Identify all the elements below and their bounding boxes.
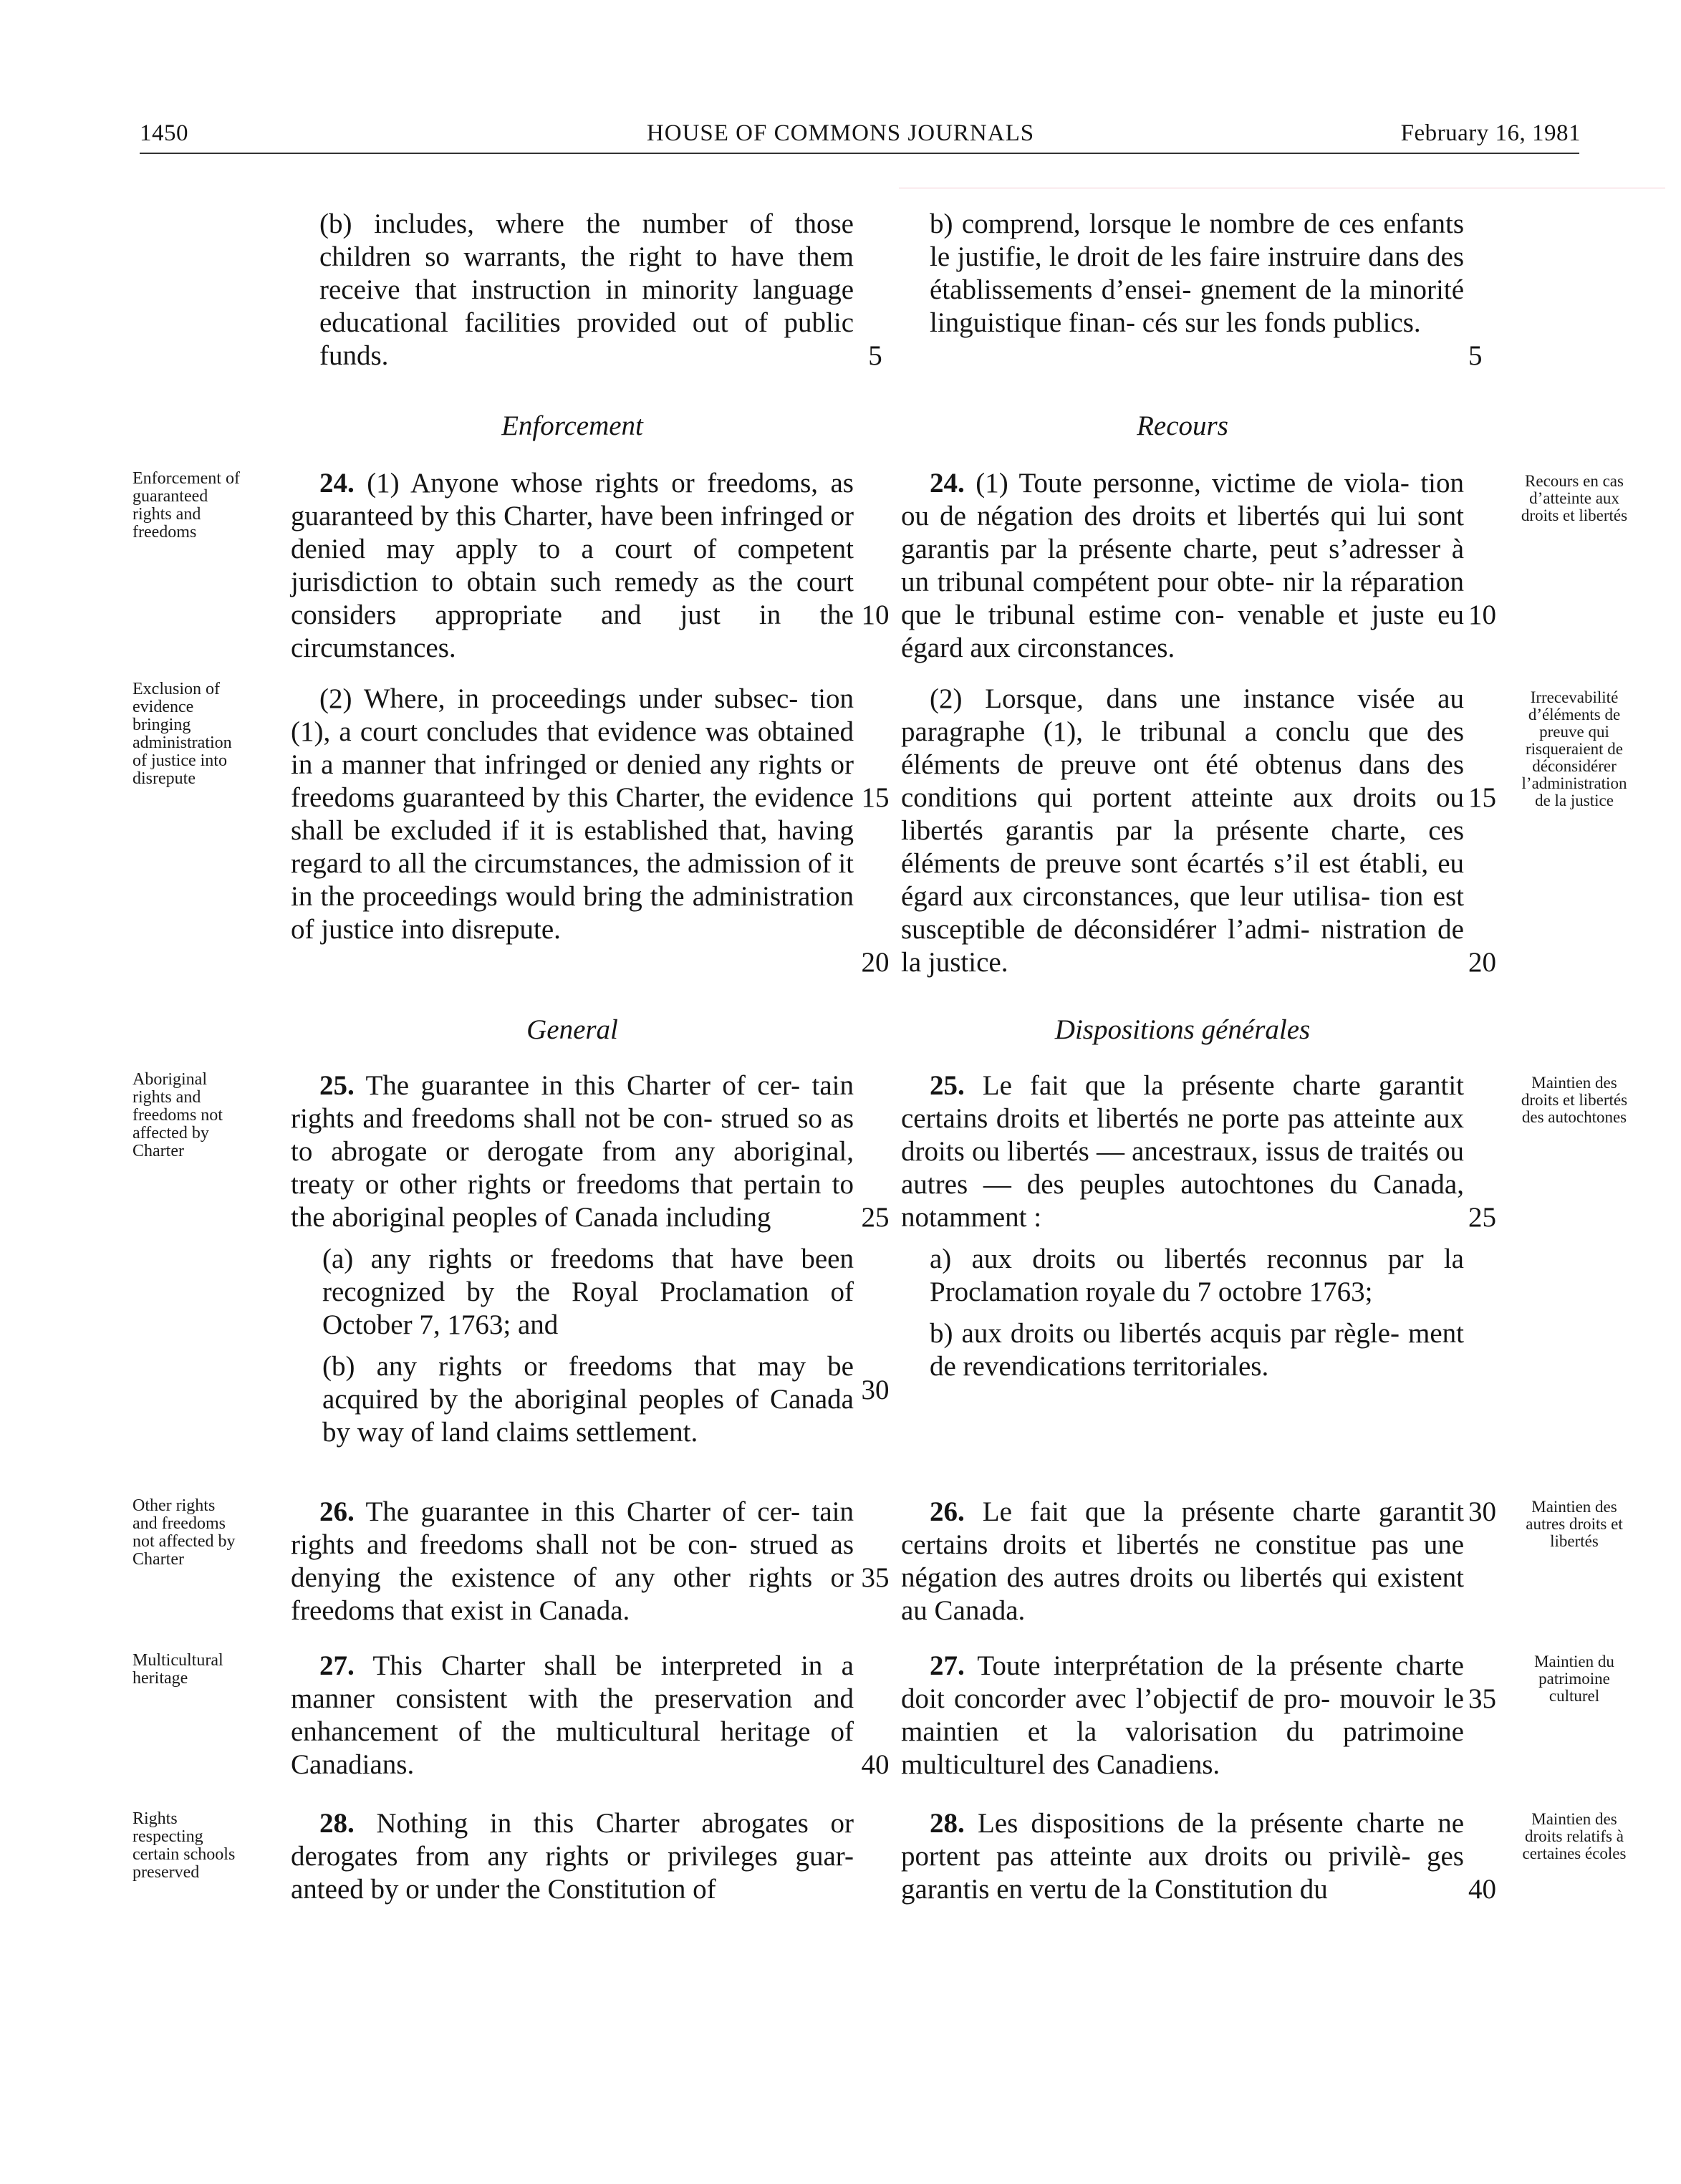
fr-intro-b xyxy=(901,208,1464,340)
text-line: tion est susceptible de déconsidérer l’admi- xyxy=(901,881,1465,945)
text-line: paragraphe (1), le tribunal a conclu que des xyxy=(901,716,1464,747)
line-number: 35 xyxy=(861,1562,890,1593)
text-line: (b) any rights or freedoms that may be xyxy=(322,1351,854,1382)
margin-note-line: freedoms not xyxy=(133,1106,223,1125)
text-line: Les dispositions de la présente charte xyxy=(964,1808,1425,1839)
line-number: 5 xyxy=(1468,340,1483,371)
text-line: instruire dans des établissements d’ensei- xyxy=(930,241,1464,305)
margin-note-line: Recours en cas xyxy=(1525,472,1624,490)
text-line: Proclamation royale du 7 octobre 1763; xyxy=(930,1276,1373,1307)
margin-note-line: d’éléments de xyxy=(1528,706,1621,723)
margin-note-line: culturel xyxy=(1548,1687,1600,1705)
fr-section-26: 26. Le fait que la présente charte garantit certains droits et libertés ne constitue pas une négation des autres droits ou libertés qui existent au Canada. xyxy=(901,1496,1465,1626)
margin-note-line: evidence xyxy=(133,698,194,716)
margin-note-line: risqueraient de xyxy=(1525,740,1624,758)
text-line: (a) any rights or freedoms that have been xyxy=(322,1243,854,1274)
text-line: (1) Anyone whose rights or freedoms, xyxy=(354,468,819,499)
margin-note-line: droits et libertés xyxy=(1521,506,1628,524)
fr-section-25: 25. Le fait que la présente charte garantit certains droits et libertés ne porte pas atteinte aux droits ou libertés — ancestraux, issus de traités ou autres — des peuples autochtones du Canada, notamment : a) aux droits ou libertés reconnus par la Proclamation royale du 7 octobre 1763; b) aux droits ou libertés acquis par règle- ment de revendications territoriales. xyxy=(901,1070,1465,1382)
text-line: proceedings would bring the administration xyxy=(362,881,854,912)
text-line: autochtones du Canada, notamment : xyxy=(901,1169,1464,1233)
text-line: of justice into disrepute. xyxy=(291,914,561,945)
line-number: 20 xyxy=(1468,947,1496,978)
margin-note-line: of justice into xyxy=(133,751,227,770)
text-line: The guarantee in this Charter of cer- xyxy=(354,1496,801,1527)
margin-note-line: guaranteed xyxy=(133,487,208,506)
text-line: Nothing in this Charter abrogates or xyxy=(354,1808,854,1839)
page-date: February 16, 1981 xyxy=(1400,120,1581,146)
text-line: derogates from any rights or privileges guar- xyxy=(291,1841,854,1872)
fr-section-24-1: 24. (1) Toute personne, victime de viola- tion ou de négation des droits et libertés qui lui sont garantis par la présente charte, peut s’adresser à un tribunal compétent pour obte- nir la réparation que le tribunal estime con- venable et juste eu égard aux circonstances. xyxy=(901,468,1465,663)
line-number: 15 xyxy=(1468,782,1496,813)
text-line: (2) Lorsque, dans une instance visée au xyxy=(930,683,1464,714)
text-line: This Charter shall be interpreted in a xyxy=(354,1650,854,1681)
margin-note-line: Exclusion of xyxy=(133,680,220,698)
text-line: if it is established that, having regard to all xyxy=(291,815,854,879)
text-line: obtained in a manner that infringed or xyxy=(291,716,854,780)
text-line: the circumstances. xyxy=(291,600,854,663)
text-line: (2) Where, in proceedings under subsec- xyxy=(319,683,799,714)
margin-note-line: Maintien des xyxy=(1531,1810,1617,1828)
text-line: enhancement of the multicultural heritage of xyxy=(291,1716,854,1747)
text-line: tain rights and freedoms shall not be con- xyxy=(291,1070,854,1134)
margin-note-other-rights xyxy=(133,1497,276,1569)
heading-recours: Recours xyxy=(1137,410,1228,441)
text-line: language educational facilities provided xyxy=(319,274,854,338)
text-line: infringed or denied may apply to a court of xyxy=(291,501,854,564)
margin-note-line: Other rights xyxy=(133,1496,216,1515)
text-line: anteed by or under the Constitution of xyxy=(291,1874,716,1905)
en-intro-b xyxy=(291,208,854,372)
text-line: une négation des autres droits ou libertés qui xyxy=(901,1529,1465,1593)
en-section-25: 25. The guarantee in this Charter of cer- tain rights and freedoms shall not be con- strued so as to abrogate or derogate from any aboriginal, treaty or other rights or freedoms that pertain to the aboriginal peoples of Canada including (a) any rights or freedoms that have been recognized by the Royal Proclamation of October 7, 1763; and (b) any rights or freedoms that may be acquired by the aboriginal peoples of Canada by way of land claims settlement. xyxy=(291,1070,854,1448)
heading-dispositions-generales: Dispositions générales xyxy=(1054,1014,1311,1045)
line-number: 5 xyxy=(868,340,882,371)
text-line: eu égard aux circonstances, que leur utilisa- xyxy=(901,848,1464,912)
text-line: existent au Canada. xyxy=(901,1562,1464,1626)
margin-note-line: affected by xyxy=(133,1124,209,1142)
margin-note-line: freedoms xyxy=(133,523,197,542)
line-number: 30 xyxy=(861,1375,890,1405)
text-line: lui sont garantis par la présente charte, peut xyxy=(901,501,1464,564)
text-line: as the court considers appropriate and just in xyxy=(291,567,854,630)
text-line: venable et juste eu égard aux circonstances. xyxy=(901,600,1464,663)
margin-note-line: de la justice xyxy=(1535,792,1614,809)
margin-note-line: patrimoine xyxy=(1538,1670,1610,1688)
margin-note-line: Rights xyxy=(133,1809,178,1828)
text-line: Canada including xyxy=(574,1202,771,1233)
margin-note-enforcement xyxy=(133,470,276,542)
page-number: 1450 xyxy=(140,120,188,146)
margin-note-line: l’administration xyxy=(1521,774,1627,792)
text-line: tain rights and freedoms shall not be con- xyxy=(291,1496,854,1560)
text-line: ne portent pas atteinte aux droits ou privilè- xyxy=(901,1808,1464,1872)
margin-note-line: and freedoms xyxy=(133,1514,226,1533)
text-line: strued as denying the existence of any other xyxy=(291,1529,854,1593)
text-line: October 7, 1763; and xyxy=(322,1309,559,1340)
text-line: children so warrants, the right to have xyxy=(319,241,784,272)
text-line: nir la réparation que le tribunal estime con- xyxy=(901,567,1464,630)
margin-note-irrecevabilite xyxy=(1503,689,1646,809)
text-line: Le fait que la présente charte garantit xyxy=(964,1496,1464,1527)
text-line: acquired by the aboriginal peoples of xyxy=(322,1384,759,1415)
text-line: (b) includes, where the number of those xyxy=(319,208,854,239)
text-line: out of public funds. xyxy=(319,307,854,371)
margin-note-patrimoine xyxy=(1503,1653,1646,1705)
text-line: them receive that instruction in minority xyxy=(319,241,854,305)
margin-note-line: bringing xyxy=(133,716,191,734)
margin-note-line: heritage xyxy=(133,1669,188,1688)
margin-note-schools xyxy=(133,1810,276,1882)
text-line: tion ou de négation des droits et libertés qui xyxy=(901,468,1464,531)
text-line: Canada by way of land claims settlement. xyxy=(322,1384,854,1448)
line-number: 25 xyxy=(1468,1202,1496,1233)
margin-note-line: Enforcement of xyxy=(133,469,240,488)
text-line: certains droits et libertés ne constitue pas xyxy=(901,1529,1409,1560)
line-number: 35 xyxy=(1468,1683,1496,1714)
margin-note-line: Maintien des xyxy=(1531,1074,1617,1092)
margin-note-aboriginal xyxy=(133,1071,276,1160)
text-line: b) comprend, lorsque le nombre de ces xyxy=(930,208,1375,239)
text-line: recognized by the Royal Proclamation of xyxy=(322,1276,854,1307)
text-line: denied any rights or freedoms guaranteed by xyxy=(291,749,854,813)
text-line: éléments de preuve ont été obtenus dans des xyxy=(901,749,1464,780)
margin-note-line: libertés xyxy=(1550,1532,1599,1550)
margin-note-recours xyxy=(1503,473,1646,524)
text-line: strued so as to abrogate or derogate from any xyxy=(291,1103,854,1167)
margin-note-line: Aboriginal xyxy=(133,1070,207,1089)
line-number: 10 xyxy=(1468,600,1496,630)
margin-note-line: certain schools xyxy=(133,1845,236,1864)
margin-note-line: not affected by xyxy=(133,1532,236,1551)
margin-note-exclusion xyxy=(133,680,276,788)
margin-note-line: Charter xyxy=(133,1550,184,1569)
text-line: that pertain to the aboriginal peoples of xyxy=(291,1169,854,1233)
en-section-26: 26. The guarantee in this Charter of cer- tain rights and freedoms shall not be con- strued as denying the existence of any other rights or freedoms that exist in Canada. xyxy=(291,1496,854,1626)
text-line: ges garantis en vertu de la Constitution du xyxy=(901,1841,1464,1905)
text-line: gnement de la minorité linguistique finan- xyxy=(930,274,1465,338)
text-line: b) aux droits ou libertés acquis par règle- xyxy=(930,1318,1400,1349)
margin-note-multicultural xyxy=(133,1652,276,1688)
text-line: the circumstances, the admission of it in the xyxy=(291,848,854,912)
text-line: patrimoine multiculturel des Canadiens. xyxy=(901,1716,1464,1780)
text-line: as guaranteed by this Charter, have been xyxy=(291,468,854,531)
margin-note-line: disrepute xyxy=(133,769,196,788)
text-line: The guarantee in this Charter of cer- xyxy=(354,1070,801,1101)
margin-note-line: Maintien du xyxy=(1534,1653,1614,1670)
journal-title: HOUSE OF COMMONS JOURNALS xyxy=(646,120,1035,146)
text-line: cés sur les fonds publics. xyxy=(1142,307,1421,338)
margin-note-line: droits et libertés xyxy=(1521,1091,1628,1109)
margin-note-autochtones xyxy=(1503,1074,1646,1126)
text-line: Canadians. xyxy=(291,1749,415,1780)
margin-note-line: d’atteinte aux xyxy=(1529,489,1619,507)
line-number: 20 xyxy=(861,947,890,978)
text-line: a) aux droits ou libertés reconnus par la xyxy=(930,1243,1464,1274)
margin-note-line: Multicultural xyxy=(133,1651,223,1670)
margin-note-line: Maintien des xyxy=(1531,1498,1617,1516)
text-line: (1) Toute personne, victime de viola- xyxy=(964,468,1410,499)
en-section-27: 27. This Charter shall be interpreted in a manner consistent with the preservation and enhancement of the multicultural heritage of Canadians. xyxy=(291,1650,854,1780)
margin-note-line: respecting xyxy=(133,1827,203,1846)
line-number: 15 xyxy=(861,782,890,813)
margin-note-line: rights and xyxy=(133,505,201,524)
margin-note-line: droits relatifs à xyxy=(1525,1827,1624,1845)
margin-note-autres-droits xyxy=(1503,1499,1646,1550)
line-number: 40 xyxy=(861,1749,890,1780)
text-line: aboriginal, treaty or other rights or freedoms xyxy=(291,1136,854,1200)
margin-note-line: preuve qui xyxy=(1539,723,1609,741)
margin-note-line: preserved xyxy=(133,1863,200,1882)
en-section-24-1: 24. (1) Anyone whose rights or freedoms, as guaranteed by this Charter, have been infringed or denied may apply to a court of competent jurisdiction to obtain such remedy as the court considers appropriate and just in the circumstances. xyxy=(291,468,854,663)
fr-section-28: 28. Les dispositions de la présente charte ne portent pas atteinte aux droits ou privilè- ges garantis en vertu de la Constitution du xyxy=(901,1808,1464,1905)
margin-note-line: des autochtones xyxy=(1521,1108,1627,1126)
margin-note-line: Charter xyxy=(133,1142,184,1160)
fr-section-24-2 xyxy=(901,683,1464,979)
margin-note-line: Irrecevabilité xyxy=(1530,688,1619,706)
text-line: rights or freedoms that exist in Canada. xyxy=(291,1562,854,1626)
text-line: mouvoir le maintien et la valorisation du xyxy=(901,1683,1464,1747)
margin-note-line: certaines écoles xyxy=(1522,1844,1627,1862)
text-line: nistration de la justice. xyxy=(901,914,1464,978)
text-line: conditions qui portent atteinte aux droits ou xyxy=(901,782,1464,813)
heading-general: General xyxy=(526,1014,618,1045)
fr-section-27: 27. Toute interprétation de la présente charte doit concorder avec l’objectif de pro- mouvoir le maintien et la valorisation du patrimoine multiculturel des Canadiens. xyxy=(901,1650,1464,1780)
line-number: 40 xyxy=(1468,1874,1496,1905)
text-line: enfants le justifie, le droit de les faire xyxy=(930,208,1464,272)
text-line: manner consistent with the preservation and xyxy=(291,1683,854,1714)
en-section-24-2 xyxy=(291,683,854,946)
header-rule xyxy=(140,153,1579,154)
text-line: atteinte aux droits ou libertés — ancestraux, xyxy=(901,1103,1464,1167)
line-number: 30 xyxy=(1468,1496,1496,1527)
line-number: 10 xyxy=(861,600,890,630)
text-line: Toute interprétation de la présente xyxy=(964,1650,1383,1681)
margin-note-line: administration xyxy=(133,733,232,752)
margin-note-line: déconsidérer xyxy=(1532,757,1617,775)
margin-note-line: autres droits et xyxy=(1526,1515,1623,1533)
text-line: competent jurisdiction to obtain such remedy xyxy=(291,534,854,597)
text-line: issus de traités ou autres — des peuples xyxy=(901,1136,1465,1200)
text-line: Le fait que la présente charte garantit xyxy=(964,1070,1464,1101)
margin-note-ecoles xyxy=(1503,1811,1646,1862)
margin-note-line: rights and xyxy=(133,1088,201,1107)
text-line: charte doit concorder avec l’objectif de pro- xyxy=(901,1650,1464,1714)
heading-enforcement: Enforcement xyxy=(501,410,643,441)
text-line: ment de revendications territoriales. xyxy=(930,1318,1464,1382)
text-line: certains droits et libertés ne porte pas xyxy=(901,1103,1325,1134)
en-section-28: 28. Nothing in this Charter abrogates or derogates from any rights or privileges guar- anteed by or under the Constitution of xyxy=(291,1808,854,1905)
text-line: tion (1), a court concludes that evidence was xyxy=(291,683,854,747)
line-number: 25 xyxy=(861,1202,890,1233)
text-line: éléments de preuve sont écartés s’il est établi, xyxy=(901,848,1429,879)
text-line: libertés garantis par la présente charte, ces xyxy=(901,815,1464,846)
text-line: this Charter, the evidence shall be excluded xyxy=(291,782,854,846)
text-line: s’adresser à un tribunal compétent pour obte- xyxy=(901,534,1465,597)
